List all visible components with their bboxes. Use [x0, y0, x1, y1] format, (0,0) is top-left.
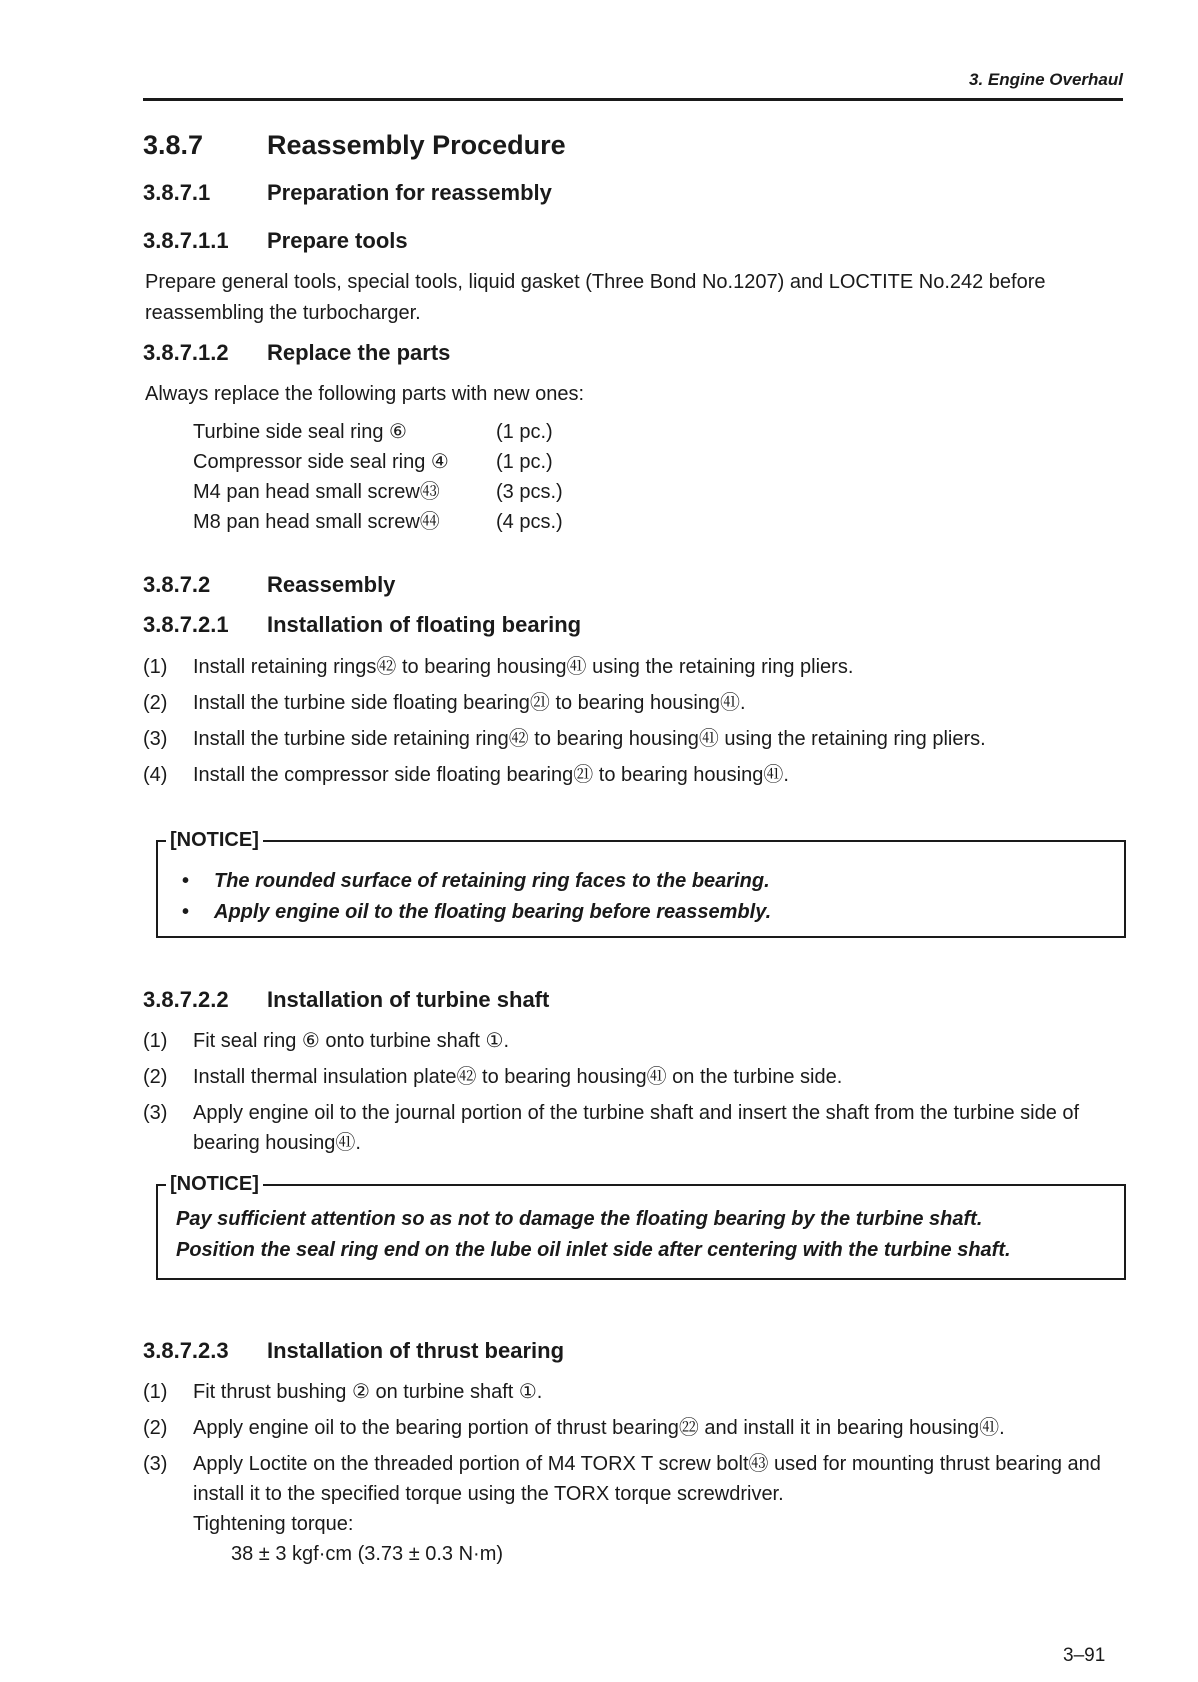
heading-floating-bearing: [143, 612, 582, 638]
parts-list: [193, 417, 563, 537]
notice-box: [156, 829, 1126, 938]
thrust-bearing-steps: [143, 1377, 1123, 1575]
step-index: (3): [143, 728, 168, 750]
step-item: [143, 652, 1123, 682]
step-text: Install the turbine side floating bearing㉑ to bearing housing㊶.: [193, 692, 746, 714]
step-item: [143, 1098, 1123, 1158]
step-item: [143, 760, 1123, 790]
list-item: [193, 417, 553, 447]
notice-tag: [NOTICE]: [166, 827, 263, 853]
step-item: [143, 1449, 1123, 1569]
step-index: (2): [143, 692, 168, 714]
step-index: (3): [143, 1453, 168, 1475]
step-text: Install thermal insulation plate㊷ to bearing housing㊶ on the turbine side.: [193, 1066, 843, 1088]
part-quantity: (3 pcs.): [496, 481, 563, 503]
heading-turbine-shaft: [143, 987, 550, 1013]
part-name: M8 pan head small screw㊹: [193, 511, 440, 533]
step-item: [143, 1062, 1123, 1092]
step-text: Install the turbine side retaining ring㊷ to bearing housing㊶ using the retaining ring pliers.: [193, 728, 986, 750]
list-item: [193, 507, 563, 537]
notice-top-rule: [158, 840, 1124, 842]
step-index: (2): [143, 1417, 168, 1439]
step-index: (1): [143, 656, 168, 678]
part-quantity: (1 pc.): [496, 421, 553, 443]
section-number: 3.8.7: [143, 130, 204, 160]
prepare-tools-text: Prepare general tools, special tools, liquid gasket (Three Bond No.1207) and LOCTITE No.242 before reassembling the turbocharger.: [145, 271, 1046, 324]
part-quantity: (1 pc.): [496, 451, 553, 473]
torque-value: 38 ± 3 kgf·cm (3.73 ± 0.3 N·m): [231, 1543, 504, 1565]
notice-line: Position the seal ring end on the lube oil inlet side after centering with the turbine shaft.: [176, 1239, 1011, 1261]
turbine-shaft-steps: [143, 1026, 1123, 1164]
section-title: Reassembly Procedure: [267, 130, 566, 160]
subsection-title: Reassembly: [267, 572, 396, 597]
heading-number: 3.8.7.2.3: [143, 1338, 229, 1363]
heading-title: Replace the parts: [267, 340, 451, 365]
step-index: (1): [143, 1030, 168, 1052]
step-text: Apply engine oil to the journal portion of the turbine shaft and insert the shaft from the turbine side of bearing housing㊶.: [193, 1102, 1080, 1154]
floating-bearing-steps: [143, 652, 1123, 796]
heading-number: 3.8.7.2.2: [143, 987, 229, 1012]
part-name: Turbine side seal ring ⑥: [193, 421, 407, 443]
part-quantity: (4 pcs.): [496, 511, 563, 533]
heading-title: Installation of floating bearing: [267, 612, 582, 637]
notice-line: • The rounded surface of retaining ring faces to the bearing.: [176, 866, 1106, 897]
step-item: [143, 724, 1123, 754]
header-rule: [143, 98, 1123, 101]
heading-number: 3.8.7.1.1: [143, 228, 229, 253]
step-item: [143, 1026, 1123, 1056]
notice-tag: [NOTICE]: [166, 1171, 263, 1197]
heading-number: 3.8.7.2.1: [143, 612, 229, 637]
subsection-heading-prep: [143, 180, 552, 206]
step-item: [143, 1413, 1123, 1443]
notice-body: [158, 840, 1124, 942]
step-text: Install the compressor side floating bearing㉑ to bearing housing㊶.: [193, 764, 789, 786]
list-item: [193, 447, 553, 477]
subsection-number: 3.8.7.1: [143, 180, 211, 205]
list-item: [193, 477, 563, 507]
page-number: 3–91: [1063, 1645, 1106, 1666]
section-heading: [143, 130, 566, 161]
step-item: [143, 1377, 1123, 1407]
subsection-title: Preparation for reassembly: [267, 180, 552, 205]
heading-number: 3.8.7.1.2: [143, 340, 229, 365]
step-index: (4): [143, 764, 168, 786]
step-text: Apply Loctite on the threaded portion of M4 TORX T screw bolt㊸ used for mounting thrust bearing and install it to the specified torque using the TORX torque screwdriver.: [193, 1453, 1101, 1505]
notice-box: [156, 1173, 1126, 1280]
notice-top-rule: [158, 1184, 1124, 1186]
heading-title: Installation of turbine shaft: [267, 987, 550, 1012]
step-text: Apply engine oil to the bearing portion of thrust bearing㉒ and install it in bearing housing㊶.: [193, 1417, 1005, 1439]
step-index: (3): [143, 1102, 168, 1124]
replace-parts-intro: Always replace the following parts with new ones:: [145, 383, 585, 405]
step-item: [143, 688, 1123, 718]
step-text: Fit thrust bushing ② on turbine shaft ①.: [193, 1381, 543, 1403]
heading-prepare-tools: [143, 228, 408, 254]
subsection-heading-reassembly: [143, 572, 396, 598]
step-index: (1): [143, 1381, 168, 1403]
heading-title: Prepare tools: [267, 228, 408, 253]
notice-line: Pay sufficient attention so as not to damage the floating bearing by the turbine shaft.: [176, 1208, 983, 1230]
notice-line: • Apply engine oil to the floating bearing before reassembly.: [176, 897, 1106, 928]
heading-title: Installation of thrust bearing: [267, 1338, 565, 1363]
heading-replace-parts: [143, 340, 451, 366]
running-header: 3. Engine Overhaul: [969, 70, 1123, 89]
heading-thrust-bearing: [143, 1338, 565, 1364]
part-name: Compressor side seal ring ④: [193, 451, 449, 473]
subsection-number: 3.8.7.2: [143, 572, 211, 597]
step-text: Install retaining rings㊷ to bearing housing㊶ using the retaining ring pliers.: [193, 656, 854, 678]
notice-body: [158, 1184, 1124, 1280]
step-index: (2): [143, 1066, 168, 1088]
torque-label: Tightening torque:: [193, 1513, 354, 1535]
part-name: M4 pan head small screw㊸: [193, 481, 440, 503]
step-text: Fit seal ring ⑥ onto turbine shaft ①.: [193, 1030, 510, 1052]
